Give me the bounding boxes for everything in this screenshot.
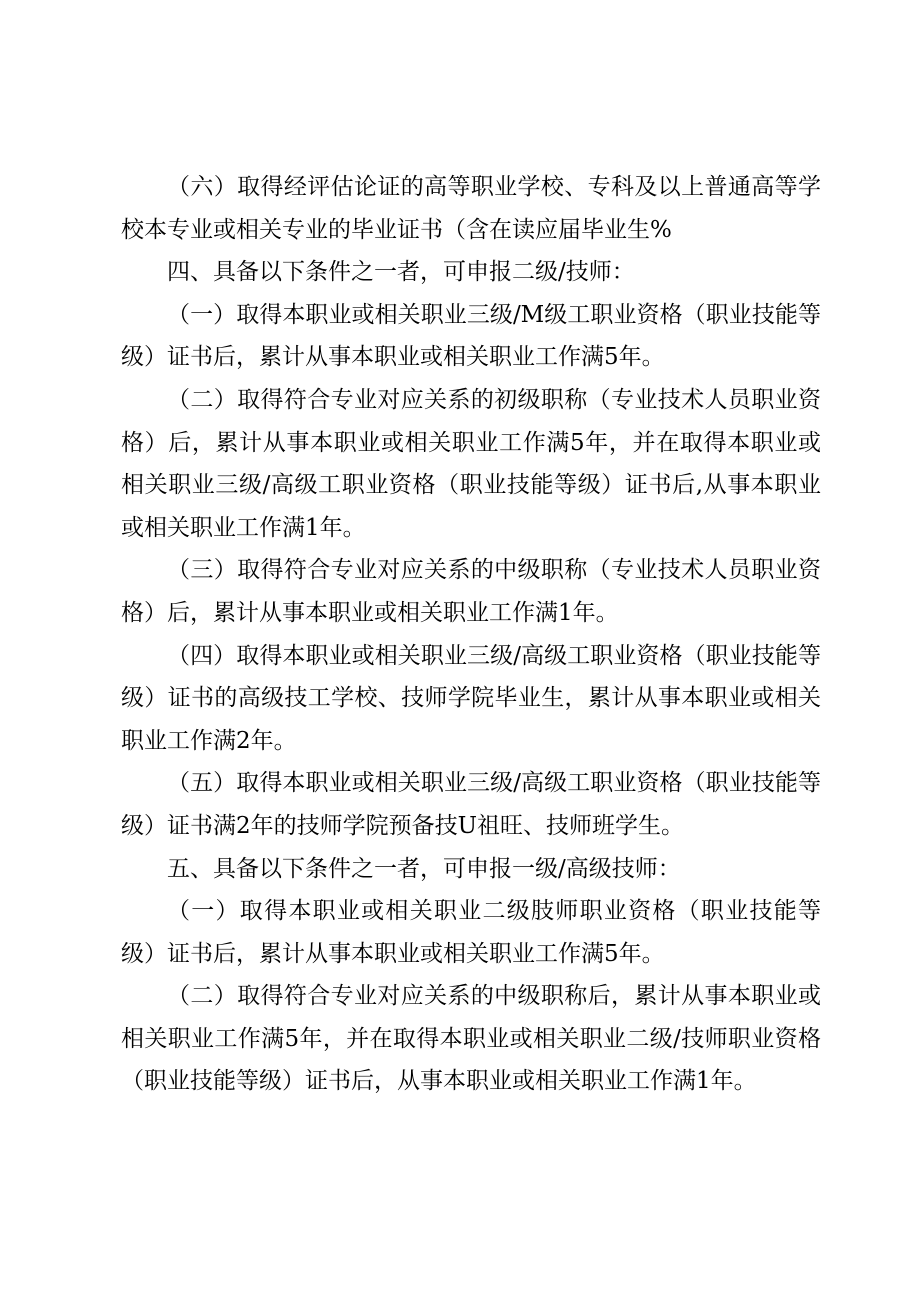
section-heading-four: 四、具备以下条件之一者，可申报二级/技师： — [167, 259, 635, 286]
paragraph-four-item-2: （二）取得符合专业对应关系的初级职称（专业技术人员职业资格）后，累计从事本职业或相关职业工作满5年，并在取得本职业或相关职业三级/高级工职业资格（职业技能等级）证书后,从事本职业或相关职业工作满1年。 — [121, 386, 821, 541]
paragraph-four-item-5: （五）取得本职业或相关职业三级/高级工职业资格（职业技能等级）证书满2年的技师学院预备技U祖旺、技师班学生。 — [121, 770, 821, 839]
document-body — [121, 166, 821, 1103]
section-heading-five: 五、具备以下条件之一者，可申报一级/高级技师： — [167, 855, 681, 882]
paragraph-four-item-4: （四）取得本职业或相关职业三级/高级工职业资格（职业技能等级）证书的高级技工学校、技师学院毕业生，累计从事本职业或相关职业工作满2年。 — [121, 642, 821, 754]
paragraph-item-6-cont: （六）取得经评估论证的高等职业学校、专科及以上普通高等学校本专业或相关专业的毕业证书（含在读应届毕业生% — [121, 174, 821, 243]
paragraph-five-item-1: （一）取得本职业或相关职业二级肢师职业资格（职业技能等级）证书后，累计从事本职业或相关职业工作满5年。 — [121, 898, 821, 967]
paragraph-five-item-2: （二）取得符合专业对应关系的中级职称后，累计从事本职业或相关职业工作满5年，并在取得本职业或相关职业二级/技师职业资格（职业技能等级）证书后，从事本职业或相关职业工作满1年。 — [121, 983, 821, 1095]
paragraph-four-item-1: （一）取得本职业或相关职业三级/M级工职业资格（职业技能等级）证书后，累计从事本职业或相关职业工作满5年。 — [121, 301, 821, 371]
paragraph-four-item-3: （三）取得符合专业对应关系的中级职称（专业技术人员职业资格）后，累计从事本职业或相关职业工作满1年。 — [121, 557, 821, 626]
